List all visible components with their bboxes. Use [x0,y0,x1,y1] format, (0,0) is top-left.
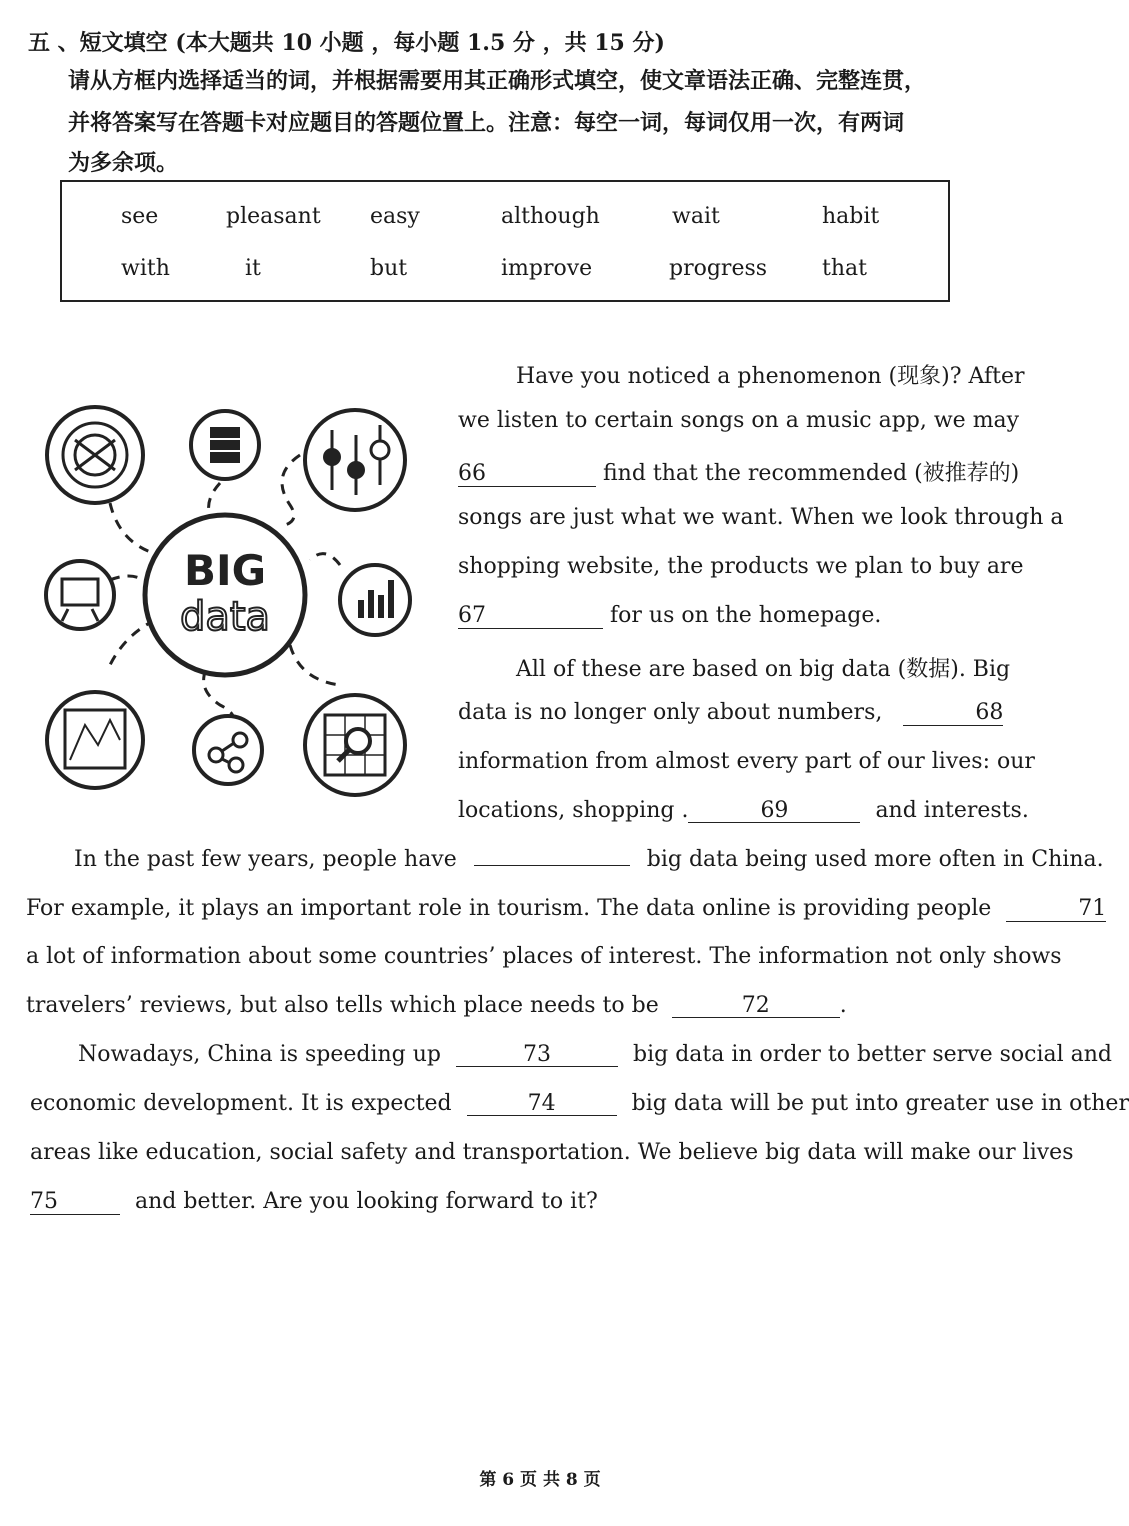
instruction-line-3: 为多余项。 [68,150,179,176]
blank-73[interactable]: 73 [456,1044,618,1067]
passage-text: find that the recommended (被推荐的) [603,461,1020,486]
blank-72[interactable]: 72 [672,995,840,1018]
passage-text: data is no longer only about numbers, [458,700,883,725]
passage-text: In the past few years, people have [74,847,457,872]
instruction-line-2: 并将答案写在答题卡对应题目的答题位置上。注意：每空一词，每词仅用一次，有两词 [68,110,905,136]
word-pleasant: pleasant [226,204,321,229]
passage-text: and better. Are you looking forward to it? [135,1189,598,1214]
word-with: with [121,256,170,281]
word-although: although [501,204,600,229]
passage-line [458,700,1003,726]
passage-line: areas like education, social safety and transportation. We believe big data will make our lives [30,1140,1074,1165]
word-box [60,180,950,302]
presentation-board-icon [46,561,114,629]
word-see: see [121,204,159,229]
passage-line [30,1189,598,1215]
word-but: but [370,256,408,281]
blank-71[interactable]: 71 [1006,896,1106,922]
big-text: BIG [183,546,267,595]
blank-74[interactable]: 74 [467,1093,617,1116]
passage-line: Have you noticed a phenomenon (现象)? After [516,364,1025,389]
instruction-line-1: 请从方框内选择适当的词，并根据需要用其正确形式填空，使文章语法正确、完整连贯， [68,68,927,94]
blank-69[interactable]: 69 [688,800,860,823]
passage-line [26,993,847,1018]
word-that: that [822,256,867,281]
blank-66[interactable]: 66 [458,461,596,487]
blank-70[interactable] [474,865,630,866]
word-habit: habit [822,204,880,229]
passage-text: . [839,993,847,1018]
passage-text: big data being used more often in China. [646,847,1104,872]
share-network-icon [194,716,262,784]
passage-line [458,456,1019,487]
passage-line: songs are just what we want. When we look through a [458,505,1064,530]
passage-line [30,1091,1129,1116]
word-progress: progress [669,256,768,281]
passage-text: big data will be put into greater use in other [631,1091,1129,1116]
passage-text: travelers’ reviews, but also tells which place needs to be [26,993,659,1018]
word-it: it [245,256,261,281]
big-data-illustration [40,395,420,805]
passage-line [78,1042,1112,1067]
word-wait: wait [672,204,720,229]
passage-line: a lot of information about some countries’ places of interest. The information not only shows [26,944,1062,969]
passage-text: and interests. [875,798,1029,823]
word-improve: improve [501,256,593,281]
passage-text: for us on the homepage. [610,603,882,628]
passage-line [458,798,1029,823]
passage-line [74,847,1104,872]
passage-line: shopping website, the products we plan to buy are [458,554,1024,579]
passage-text: big data in order to better serve social and [633,1042,1112,1067]
section-title: 五 、短文填空 (本大题共 10 小题 ，每小题 1.5 分 ，共 15 分) [28,30,665,56]
blank-67[interactable]: 67 [458,603,603,629]
passage-text: economic development. It is expected [30,1091,452,1116]
passage-text: Nowadays, China is speeding up [78,1042,442,1067]
passage-line: we listen to certain songs on a music app, we may [458,408,1020,433]
word-easy: easy [370,204,420,229]
passage-text: locations, shopping . [458,798,689,823]
blank-68[interactable]: 68 [903,700,1003,726]
blank-75[interactable]: 75 [30,1189,120,1215]
passage-line: All of these are based on big data (数据). Big [516,657,1011,682]
data-text: data [179,594,271,640]
passage-line [458,603,881,629]
passage-line [26,896,1106,922]
passage-line: information from almost every part of our lives: our [458,749,1035,774]
page-number: 第 6 页 共 8 页 [479,1470,601,1490]
passage-text: For example, it plays an important role in tourism. The data online is providing people [26,896,992,921]
bar-chart-icon [340,565,410,635]
